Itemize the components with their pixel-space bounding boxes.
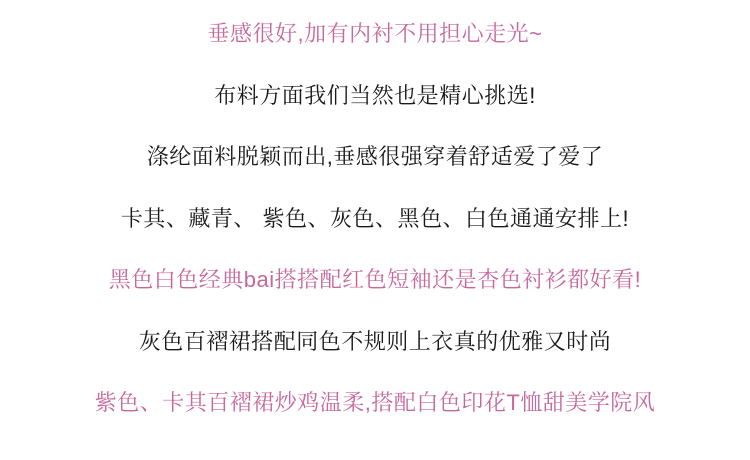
description-line: 布料方面我们当然也是精心挑选! — [214, 82, 536, 108]
description-line: 灰色百褶裙搭配同色不规则上衣真的优雅又时尚 — [138, 328, 612, 354]
description-line: 黑色白色经典bai搭搭配红色短袖还是杏色衬衫都好看! — [108, 267, 642, 293]
description-line: 卡其、藏青、 紫色、灰色、黑色、白色通通安排上! — [120, 205, 630, 231]
description-line: 涤纶面料脱颖而出,垂感很强穿着舒适爱了爱了 — [146, 144, 604, 170]
description-line: 紫色、卡其百褶裙炒鸡温柔,搭配白色印花T恤甜美学院风 — [94, 390, 656, 416]
description-line: 垂感很好,加有内衬不用担心走光~ — [207, 21, 543, 47]
